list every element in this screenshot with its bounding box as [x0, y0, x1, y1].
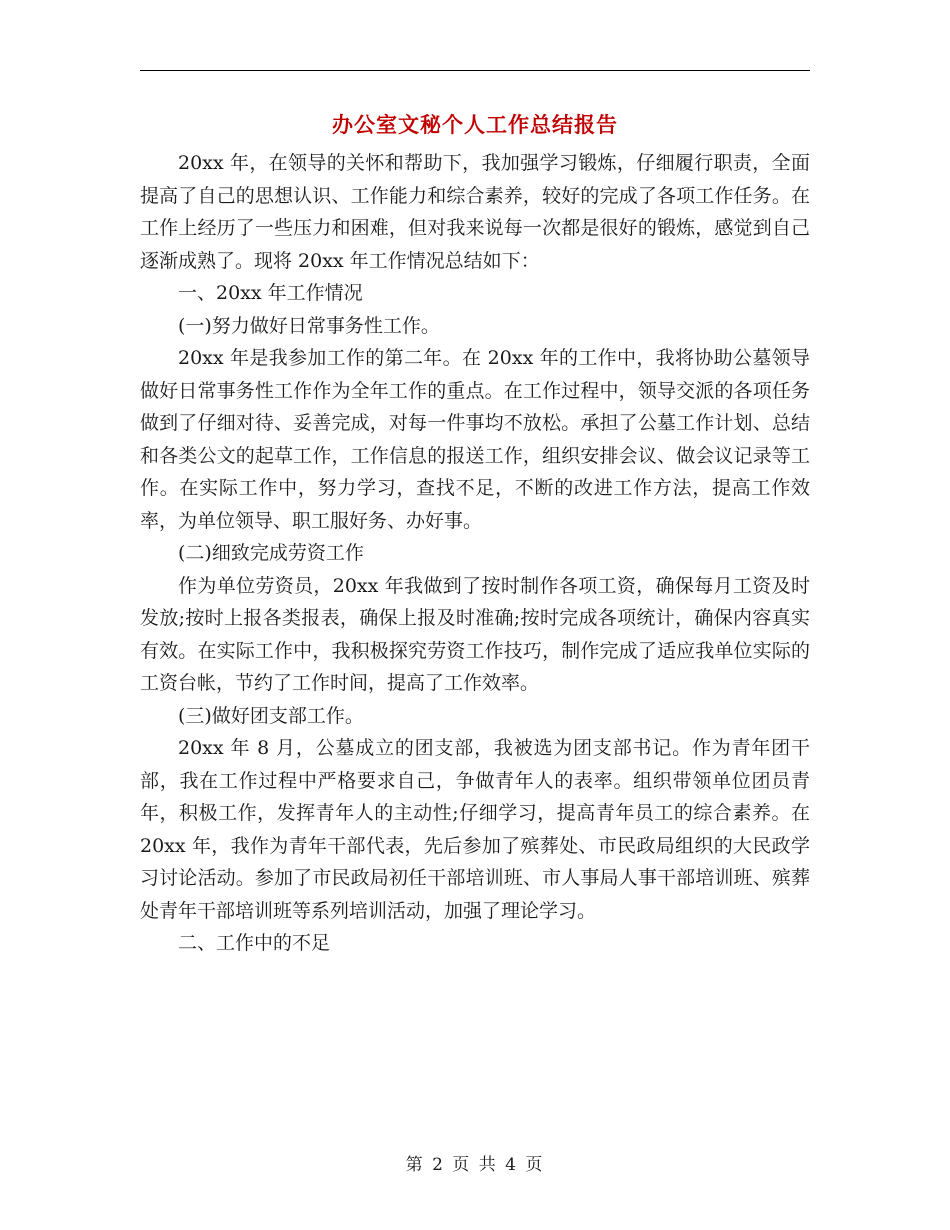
paragraph-league-branch: 20xx 年 8 月，公墓成立的团支部，我被选为团支部书记。作为青年团干部，我在工作过程中严格要求自己，争做青年人的表率。组织带领单位团员青年，积极工作，发挥青年人的主动性;仔细学习，提高青年员工的综合素养。在 20xx 年，我作为青年干部代表，先后参加了殡葬处、市民政局组织的大民政学习讨论活动。参加了市民政局初任干部培训班、市人事局人事干部培训班、殡葬处青年干部培训班等系列培训活动，加强了理论学习。	[140, 737, 810, 922]
paragraph-intro: 20xx 年，在领导的关怀和帮助下，我加强学习锻炼，仔细履行职责，全面提高了自己的思想认识、工作能力和综合素养，较好的完成了各项工作任务。在工作上经历了一些压力和困难，但对我来说每一次都是很好的锻炼，感觉到自己逐渐成熟了。现将 20xx 年工作情况总结如下：	[140, 152, 810, 272]
subheading-1: (一)努力做好日常事务性工作。	[178, 314, 440, 337]
paragraph-payroll: 作为单位劳资员，20xx 年我做到了按时制作各项工资，确保每月工资及时发放;按时上报各类报表，确保上报及时准确;按时完成各项统计，确保内容真实有效。在实际工作中，我积极探究劳资工作技巧，制作完成了适应我单位实际的工资台帐，节约了工作时间，提高了工作效率。	[140, 574, 810, 694]
document-title: 办公室文秘个人工作总结报告	[332, 112, 618, 137]
section-heading-2: 二、工作中的不足	[178, 932, 331, 954]
page-number-footer: 第 2 页 共 4 页	[405, 1155, 545, 1175]
header-rule	[140, 70, 810, 71]
document-body	[140, 147, 810, 960]
subheading-2: (二)细致完成劳资工作	[178, 542, 364, 564]
section-heading-1: 一、20xx 年工作情况	[178, 282, 363, 304]
subheading-3: (三)做好团支部工作。	[178, 704, 364, 727]
paragraph-daily-work: 20xx 年是我参加工作的第二年。在 20xx 年的工作中，我将协助公墓领导做好日常事务性工作作为全年工作的重点。在工作过程中，领导交派的各项任务做到了仔细对待、妥善完成，对每一件事均不放松。承担了公墓工作计划、总结和各类公文的起草工作，工作信息的报送工作，组织安排会议、做会议记录等工作。在实际工作中，努力学习，查找不足，不断的改进工作方法，提高工作效率，为单位领导、职工服好务、办好事。	[140, 347, 810, 532]
